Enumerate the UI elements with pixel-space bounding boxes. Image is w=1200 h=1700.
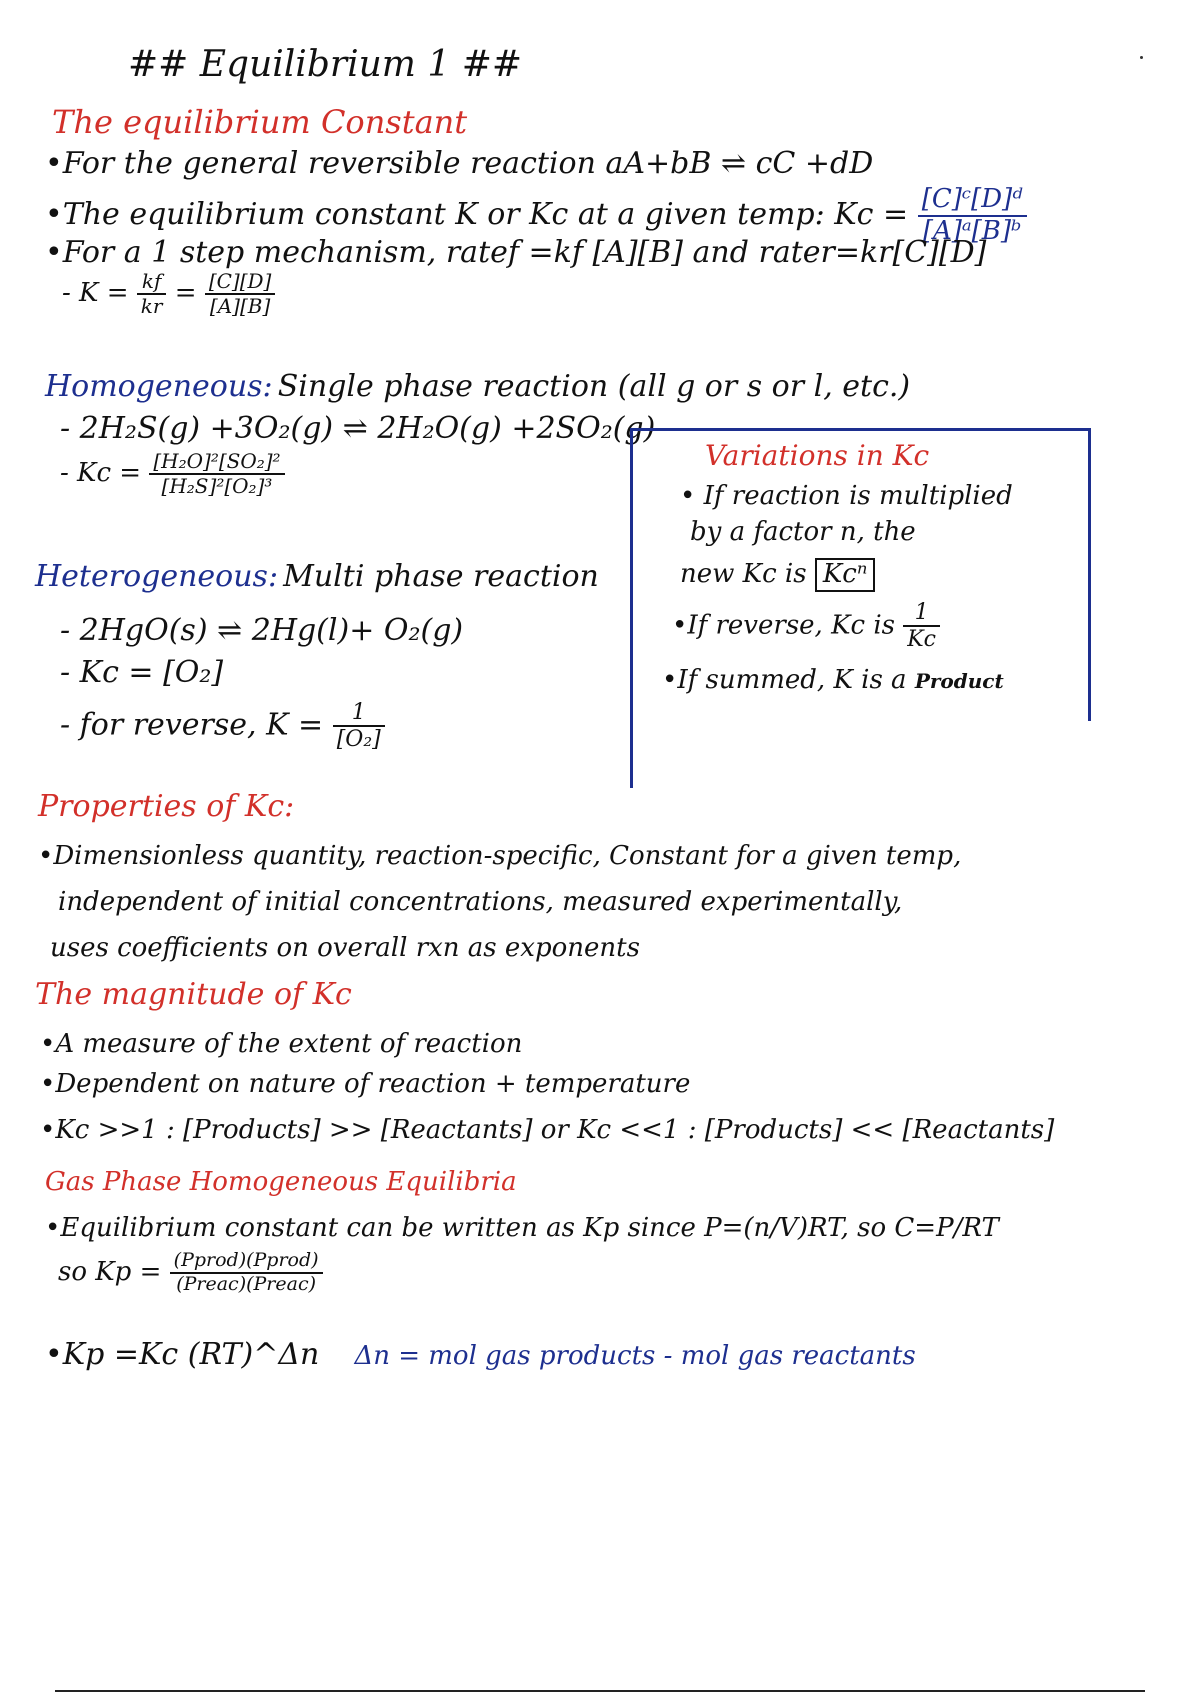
gas-phase-line-1: •Equilibrium constant can be written as Kp since P=(n/V)RT, so C=P/RT [45, 1213, 999, 1243]
variations-kc-n-boxed: Kcⁿ [815, 558, 876, 592]
kc-denominator: [A]ᵃ[B]ᵇ [922, 215, 1022, 246]
variations-factor: by a factor n, the [690, 517, 916, 547]
ink-speck [1140, 56, 1143, 59]
homogeneous-reaction: - 2H₂S(g) +3O₂(g) ⇌ 2H₂O(g) +2SO₂(g) [60, 411, 656, 446]
heterogeneous-reaction: - 2HgO(s) ⇌ 2Hg(l)+ O₂(g) [60, 613, 464, 648]
k-rate-numerator: kf [137, 270, 167, 295]
variations-product-word: Product [914, 669, 1004, 693]
heading-equilibrium-constant: The equilibrium Constant [52, 103, 468, 141]
heterogeneous-reverse-numerator: 1 [333, 700, 385, 727]
kp-expression-prefix: so Kp = [58, 1256, 162, 1287]
variations-reverse-denominator: Kc [907, 627, 937, 653]
magnitude-line-1: •A measure of the extent of reaction [40, 1029, 523, 1059]
homogeneous-kc-line [60, 450, 285, 498]
delta-n-definition: Δn = mol gas products - mol gas reactants [354, 1341, 916, 1371]
kp-fraction [170, 1250, 323, 1296]
page-bottom-rule [55, 1690, 1145, 1692]
kp-denominator: (Preac)(Preac) [176, 1272, 317, 1295]
equilibrium-constant-text: •The equilibrium constant K or Kc at a given temp: Kc = [45, 196, 909, 232]
heterogeneous-definition: Multi phase reaction [283, 559, 599, 594]
heterogeneous-reverse-denominator: [O₂] [336, 727, 381, 753]
k-ratio-line [62, 270, 275, 318]
variations-new-kc-prefix: new Kc is [680, 559, 807, 589]
kc-numerator: [C]ᶜ[D]ᵈ [918, 185, 1027, 217]
variations-heading: Variations in Kc [705, 439, 930, 472]
k-rate-fraction [137, 270, 167, 318]
heterogeneous-heading-line [35, 560, 599, 595]
heterogeneous-reverse-prefix: - for reverse, K = [60, 707, 324, 743]
homogeneous-kc-numerator: [H₂O]²[SO₂]² [149, 450, 284, 475]
heading-homogeneous: Homogeneous: [45, 369, 273, 404]
page-title: ## Equilibrium 1 ## [128, 44, 523, 85]
heading-magnitude: The magnitude of Kc [35, 977, 352, 1012]
variations-summed-prefix: •If summed, K is a [662, 665, 907, 695]
kp-numerator: (Pprod)(Pprod) [170, 1250, 323, 1274]
kp-kc-relation: •Kp =Kc (RT)^Δn [45, 1337, 320, 1372]
k-ratio-prefix: - K = [62, 278, 129, 308]
properties-line-1: •Dimensionless quantity, reaction-specific, Constant for a given temp, [38, 841, 962, 871]
k-conc-fraction [205, 270, 276, 318]
heading-gas-phase: Gas Phase Homogeneous Equilibria [45, 1167, 517, 1197]
variations-reverse-line [672, 600, 940, 653]
k-ratio-equals: = [174, 278, 197, 308]
k-conc-numerator: [C][D] [205, 270, 276, 295]
variations-box-divider [630, 718, 633, 788]
homogeneous-heading-line [45, 370, 910, 405]
properties-line-2: independent of initial concentrations, measured experimentally, [58, 887, 903, 917]
variations-reverse-numerator: 1 [903, 600, 940, 627]
homogeneous-definition: Single phase reaction (all g or s or l, etc.) [277, 369, 911, 404]
variations-reverse-fraction [903, 600, 940, 653]
properties-line-3: uses coefficients on overall rxn as exponents [50, 933, 640, 963]
homogeneous-kc-fraction [149, 450, 284, 498]
homogeneous-kc-prefix: - Kc = [60, 458, 142, 488]
variations-reverse-prefix: •If reverse, Kc is [672, 610, 895, 641]
k-rate-denominator: kr [140, 294, 163, 318]
variations-multiplied: • If reaction is multiplied [680, 481, 1013, 511]
one-step-mechanism-line: •For a 1 step mechanism, ratef =kf [A][B] and rater=kr[C][D] [45, 235, 987, 270]
variations-new-kc-line [680, 558, 875, 592]
kp-expression-line [58, 1250, 323, 1296]
heading-heterogeneous: Heterogeneous: [35, 559, 279, 594]
magnitude-line-3: •Kc >>1 : [Products] >> [Reactants] or Kc <<1 : [Products] << [Reactants] [40, 1115, 1055, 1145]
magnitude-line-2: •Dependent on nature of reaction + temperature [40, 1069, 691, 1099]
general-reaction-line: •For the general reversible reaction aA+bB ⇌ cC +dD [45, 146, 874, 181]
heterogeneous-kc: - Kc = [O₂] [60, 655, 224, 690]
variations-summed-line [662, 666, 1004, 696]
homogeneous-kc-denominator: [H₂S]²[O₂]³ [161, 474, 273, 498]
heterogeneous-reverse-line [60, 700, 385, 753]
kp-kc-relation-line [45, 1338, 916, 1373]
heterogeneous-reverse-fraction [333, 700, 385, 753]
k-conc-denominator: [A][B] [209, 294, 271, 318]
heading-properties: Properties of Kc: [38, 789, 295, 824]
